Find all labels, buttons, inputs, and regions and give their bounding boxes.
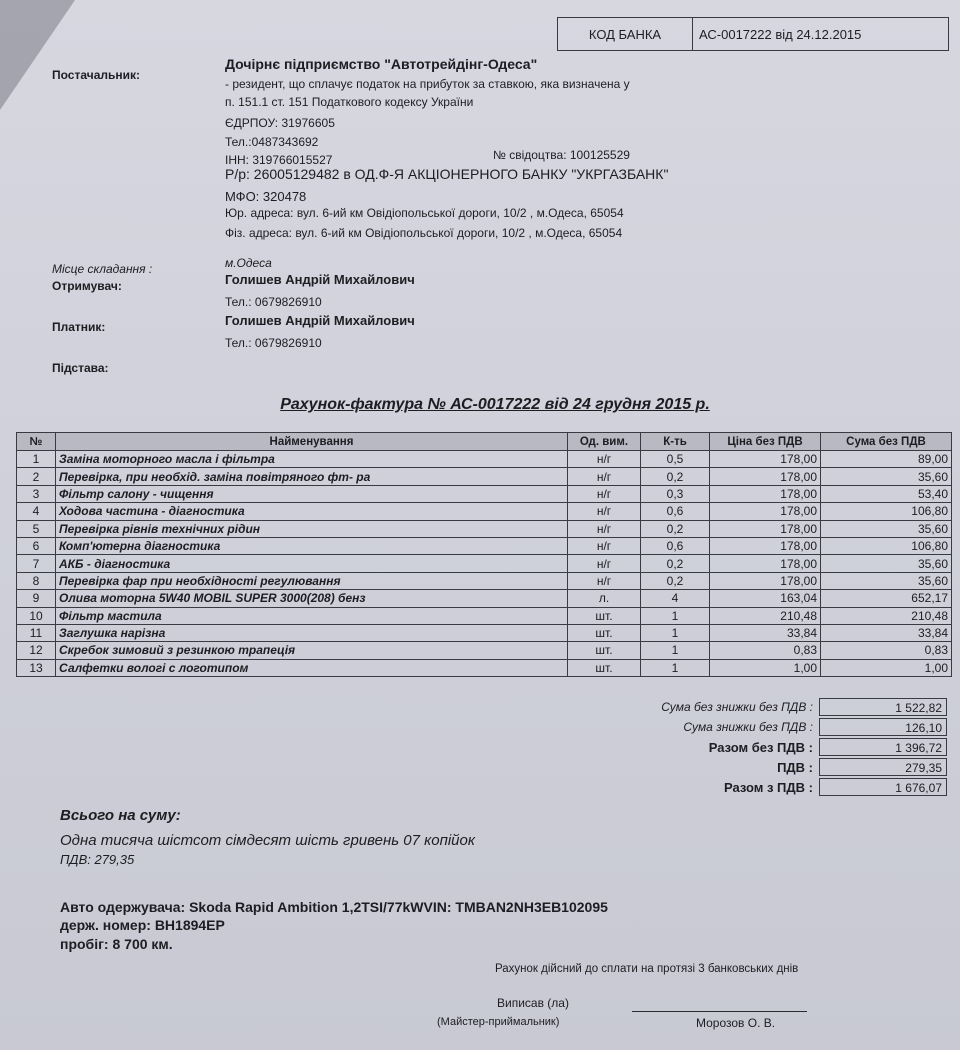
cell-sum: 106,80 <box>821 537 952 554</box>
cell-num: 8 <box>17 572 56 589</box>
cell-name: Перевірка фар при необхідності регулювання <box>56 572 568 589</box>
supplier-resident-line1: - резидент, що сплачує податок на прибуток за ставкою, яка визначена у <box>225 77 630 91</box>
cell-name: Заміна моторного масла і фільтра <box>56 451 568 468</box>
header-number: № <box>17 433 56 451</box>
items-table <box>16 432 952 677</box>
cell-qty: 1 <box>641 607 710 624</box>
supplier-phone: Тел.:0487343692 <box>225 135 319 149</box>
cell-unit: шт. <box>568 659 641 676</box>
validity-note: Рахунок дійсний до сплати на протязі 3 банковських днів <box>495 963 799 975</box>
cell-sum: 210,48 <box>821 607 952 624</box>
cell-unit: н/г <box>568 485 641 502</box>
cell-sum: 89,00 <box>821 451 952 468</box>
totals-value: 279,35 <box>819 758 947 776</box>
place-value: м.Одеса <box>225 256 272 270</box>
basis-label: Підстава: <box>52 361 109 375</box>
page-corner-fold <box>0 0 75 110</box>
header-qty: К-ть <box>641 433 710 451</box>
cell-sum: 53,40 <box>821 485 952 502</box>
supplier-name: Дочірнє підприємство "Автотрейдінг-Одеса" <box>225 56 538 72</box>
cell-price: 178,00 <box>710 520 821 537</box>
totals-label: ПДВ : <box>777 759 813 775</box>
table-row <box>17 451 952 468</box>
recipient-label: Отримувач: <box>52 279 122 293</box>
cell-price: 1,00 <box>710 659 821 676</box>
bank-code-value: АС-0017222 від 24.12.2015 <box>699 26 862 42</box>
issued-by-label: Виписав (ла) <box>497 996 569 1010</box>
supplier-physical-address: Фіз. адреса: вул. 6-ий км Овідіопольської дороги, 10/2 , м.Одеса, 65054 <box>225 226 623 240</box>
supplier-certificate: № свідоцтва: 100125529 <box>493 148 630 162</box>
payer-name: Голишев Андрій Михайлович <box>225 313 415 328</box>
cell-num: 4 <box>17 503 56 520</box>
totals-row <box>460 737 947 757</box>
totals-label: Сума знижки без ПДВ : <box>683 720 813 734</box>
recipient-phone: Тел.: 0679826910 <box>225 295 322 309</box>
supplier-resident-line2: п. 151.1 ст. 151 Податкового кодексу України <box>225 95 474 109</box>
totals-row <box>460 697 947 717</box>
cell-price: 178,00 <box>710 451 821 468</box>
cell-qty: 0,2 <box>641 572 710 589</box>
recipient-name: Голишев Андрій Михайлович <box>225 272 415 287</box>
cell-sum: 35,60 <box>821 555 952 572</box>
supplier-mfo: МФО: 320478 <box>225 189 307 204</box>
cell-unit: шт. <box>568 607 641 624</box>
cell-qty: 0,2 <box>641 468 710 485</box>
cell-name: Фільтр мастила <box>56 607 568 624</box>
cell-num: 12 <box>17 642 56 659</box>
cell-name: АКБ - діагностика <box>56 555 568 572</box>
cell-price: 210,48 <box>710 607 821 624</box>
cell-price: 178,00 <box>710 537 821 554</box>
table-row <box>17 555 952 572</box>
header-price: Ціна без ПДВ <box>710 433 821 451</box>
table-row <box>17 607 952 624</box>
totals-row <box>460 717 947 737</box>
totals-label: Сума без знижки без ПДВ : <box>661 700 813 714</box>
cell-sum: 1,00 <box>821 659 952 676</box>
cell-num: 1 <box>17 451 56 468</box>
cell-num: 13 <box>17 659 56 676</box>
cell-num: 6 <box>17 537 56 554</box>
cell-qty: 0,2 <box>641 520 710 537</box>
cell-unit: шт. <box>568 624 641 641</box>
table-row <box>17 485 952 502</box>
cell-num: 2 <box>17 468 56 485</box>
cell-qty: 0,5 <box>641 451 710 468</box>
totals-value: 1 396,72 <box>819 738 947 756</box>
signature-line <box>632 1011 807 1012</box>
totals-value: 1 522,82 <box>819 698 947 716</box>
cell-qty: 0,3 <box>641 485 710 502</box>
car-mileage: пробіг: 8 700 км. <box>60 936 173 952</box>
totals-label: Разом з ПДВ : <box>723 779 813 795</box>
cell-num: 11 <box>17 624 56 641</box>
cell-sum: 35,60 <box>821 468 952 485</box>
cell-price: 178,00 <box>710 555 821 572</box>
table-row <box>17 468 952 485</box>
cell-unit: н/г <box>568 555 641 572</box>
cell-price: 33,84 <box>710 624 821 641</box>
invoice-title: Рахунок-фактура № АС-0017222 від 24 грудня 2015 р. <box>280 396 710 413</box>
cell-num: 9 <box>17 590 56 607</box>
cell-sum: 33,84 <box>821 624 952 641</box>
header-unit: Од. вим. <box>568 433 641 451</box>
cell-unit: л. <box>568 590 641 607</box>
payer-label: Платник: <box>52 320 106 334</box>
items-header-row <box>17 433 952 451</box>
total-words-text: Одна тисяча шістсот сімдесят шість гривень 07 копійок <box>60 832 475 849</box>
cell-name: Олива моторна 5W40 MOBIL SUPER 3000(208) бенз <box>56 590 568 607</box>
cell-qty: 0,6 <box>641 503 710 520</box>
cell-num: 3 <box>17 485 56 502</box>
table-row <box>17 642 952 659</box>
cell-sum: 35,60 <box>821 572 952 589</box>
cell-qty: 0,2 <box>641 555 710 572</box>
cell-unit: н/г <box>568 520 641 537</box>
cell-name: Заглушка нарізна <box>56 624 568 641</box>
supplier-edrpou: ЄДРПОУ: 31976605 <box>225 116 335 130</box>
table-row <box>17 503 952 520</box>
table-row <box>17 520 952 537</box>
cell-qty: 0,6 <box>641 537 710 554</box>
cell-unit: шт. <box>568 642 641 659</box>
totals-value: 1 676,07 <box>819 778 947 796</box>
cell-unit: н/г <box>568 537 641 554</box>
cell-sum: 652,17 <box>821 590 952 607</box>
table-row <box>17 572 952 589</box>
cell-name: Ходова частина - діагностика <box>56 503 568 520</box>
cell-price: 163,04 <box>710 590 821 607</box>
car-plate: держ. номер: ВН1894ЕР <box>60 917 225 933</box>
cell-qty: 1 <box>641 624 710 641</box>
total-words-title: Всього на суму: <box>60 807 181 824</box>
cell-name: Салфетки вологі с логотипом <box>56 659 568 676</box>
cell-unit: н/г <box>568 451 641 468</box>
signer-name: Морозов О. В. <box>696 1016 776 1030</box>
bank-code-label: КОД БАНКА <box>558 18 693 50</box>
place-label: Місце складання : <box>52 262 153 276</box>
cell-price: 178,00 <box>710 572 821 589</box>
totals-row <box>460 757 947 777</box>
cell-sum: 0,83 <box>821 642 952 659</box>
cell-price: 178,00 <box>710 468 821 485</box>
supplier-account: Р/р: 26005129482 в ОД.Ф-Я АКЦІОНЕРНОГО БАНКУ "УКРГАЗБАНК" <box>225 166 669 182</box>
cell-num: 5 <box>17 520 56 537</box>
supplier-legal-address: Юр. адреса: вул. 6-ий км Овідіопольської дороги, 10/2 , м.Одеса, 65054 <box>225 206 624 220</box>
supplier-inn: ІНН: 319766015527 <box>225 153 333 167</box>
table-row <box>17 624 952 641</box>
cell-sum: 35,60 <box>821 520 952 537</box>
totals-row <box>460 777 947 797</box>
cell-name: Скребок зимовий з резинкою трапеція <box>56 642 568 659</box>
cell-sum: 106,80 <box>821 503 952 520</box>
totals-value: 126,10 <box>819 718 947 736</box>
supplier-label: Постачальник: <box>52 68 140 82</box>
cell-qty: 4 <box>641 590 710 607</box>
cell-name: Перевірка рівнів технічних рідин <box>56 520 568 537</box>
cell-num: 10 <box>17 607 56 624</box>
cell-unit: н/г <box>568 503 641 520</box>
table-row <box>17 659 952 676</box>
cell-qty: 1 <box>641 659 710 676</box>
cell-price: 0,83 <box>710 642 821 659</box>
cell-unit: н/г <box>568 572 641 589</box>
cell-price: 178,00 <box>710 485 821 502</box>
cell-name: Фільтр салону - чищення <box>56 485 568 502</box>
header-name: Найменування <box>56 433 568 451</box>
header-sum: Сума без ПДВ <box>821 433 952 451</box>
cell-name: Перевірка, при необхід. заміна повітряного фт- ра <box>56 468 568 485</box>
totals-label: Разом без ПДВ : <box>708 739 813 755</box>
payer-phone: Тел.: 0679826910 <box>225 336 322 350</box>
cell-unit: н/г <box>568 468 641 485</box>
bank-code-box <box>557 17 949 51</box>
car-model: Авто одержувача: Skoda Rapid Ambition 1,2TSI/77kWVIN: TMBAN2NH3EB102095 <box>60 899 608 915</box>
table-row <box>17 590 952 607</box>
cell-qty: 1 <box>641 642 710 659</box>
total-vat-line: ПДВ: 279,35 <box>60 852 135 867</box>
cell-num: 7 <box>17 555 56 572</box>
table-row <box>17 537 952 554</box>
issuer-role: (Майстер-приймальник) <box>437 1016 560 1028</box>
items-body <box>17 451 952 677</box>
cell-price: 178,00 <box>710 503 821 520</box>
cell-name: Комп'ютерна діагностика <box>56 537 568 554</box>
totals-block <box>460 697 947 797</box>
